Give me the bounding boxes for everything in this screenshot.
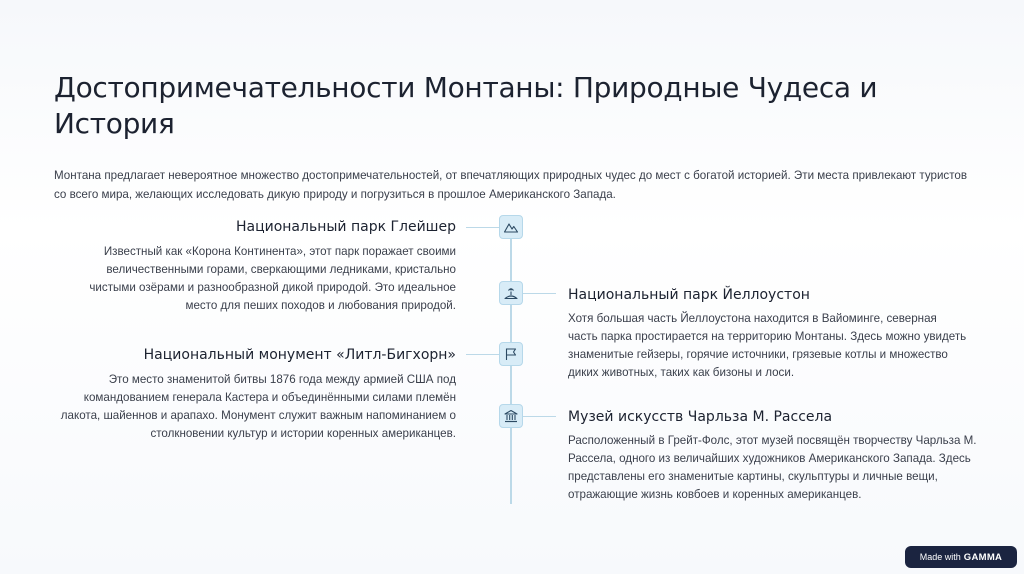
- timeline-item-text: Хотя большая часть Йеллоустона находится в Вайоминге, северная часть парка простирается на территорию Монтаны. Здесь можно увидеть знаменитые гейзеры, горячие источники, грязевые котлы и множество диких животных, таких как бизоны и лоси.: [568, 312, 967, 379]
- timeline-node: [499, 215, 523, 239]
- badge-prefix: Made with: [919, 552, 961, 562]
- timeline-node: [499, 342, 523, 366]
- flag-icon: [503, 346, 519, 362]
- timeline-item-title: Музей искусств Чарльза М. Рассела: [568, 409, 833, 425]
- timeline-item-title: Национальный парк Глейшер: [235, 219, 456, 235]
- timeline-node: [499, 404, 523, 428]
- intro-paragraph: Монтана предлагает невероятное множество достопримечательностей, от впечатляющих природных чудес до мест с богатой историей. Эти места привлекают туристов со всего мира, желающих исследовать дикую природу и погрузиться в прошлое Американского Запада.: [54, 169, 967, 201]
- timeline-connector: [523, 293, 556, 294]
- museum-icon: [503, 408, 519, 424]
- timeline-connector: [523, 416, 556, 417]
- page-title: Достопримечательности Монтаны: Природные Чудеса и История: [54, 71, 878, 140]
- timeline-axis: [510, 228, 512, 504]
- timeline-item-title: Национальный парк Йеллоустон: [568, 287, 810, 303]
- timeline-connector: [466, 354, 499, 355]
- mountain-icon: [503, 219, 519, 235]
- geyser-icon: [503, 285, 519, 301]
- timeline-connector: [466, 227, 499, 228]
- made-with-gamma-badge[interactable]: [905, 546, 1017, 568]
- timeline-item-title: Национальный монумент «Литл-Бигхорн»: [143, 347, 456, 363]
- gamma-logo: GAMMA: [963, 551, 1003, 563]
- timeline-item-text: Известный как «Корона Континента», этот парк поражает своими величественными горами, сверкающими ледниками, кристально чистыми озёрами и разнообразной дикой природой. Это идеальное место для пеших походов и любования природой.: [89, 245, 456, 312]
- timeline-item-text: Это место знаменитой битвы 1876 года между армией США под командованием генерала Кастера и объединёнными силами племён лакота, шайеннов и арапахо. Монумент служит важным напоминанием о столкновении культур и истории коренных американцев.: [60, 373, 456, 440]
- timeline-item-text: Расположенный в Грейт-Фолс, этот музей посвящён творчеству Чарльза М. Рассела, одного из величайших художников Американского Запада. Здесь представлены его знаменитые картины, скульптуры и личные вещи, отражающие жизнь ковбоев и коренных американцев.: [568, 434, 977, 501]
- timeline-node: [499, 281, 523, 305]
